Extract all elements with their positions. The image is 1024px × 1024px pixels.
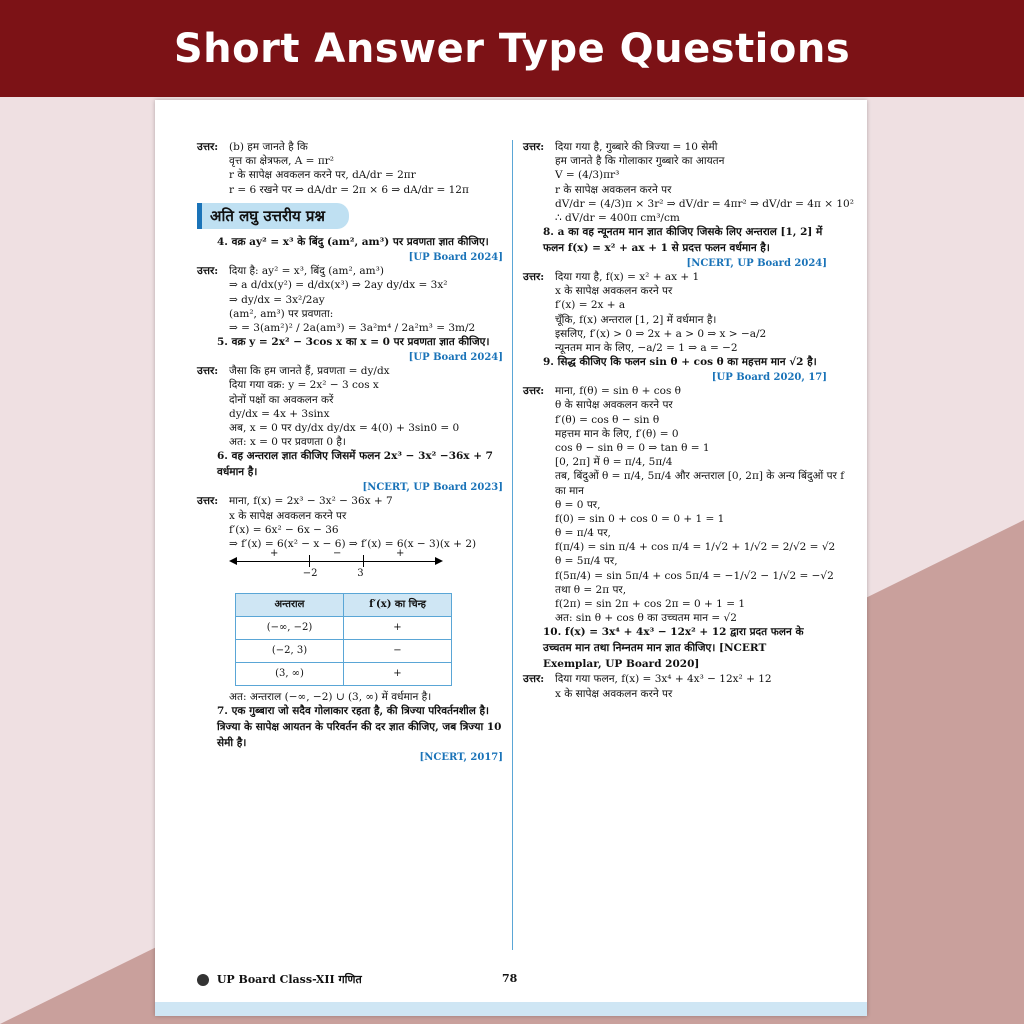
question-text: 4. वक्र ay² = x³ के बिंदु (am², am³) पर प्रवणता ज्ञात कीजिए। xyxy=(217,235,489,248)
table-cell: − xyxy=(344,640,452,663)
table-header-row xyxy=(236,594,452,617)
arrow-right-icon xyxy=(435,557,443,565)
question-source: [NCERT, 2017] xyxy=(419,752,503,764)
answer-text: दिया गया है, f(x) = x² + ax + 1 xyxy=(555,271,700,284)
number-line-tick xyxy=(309,555,310,567)
answer-line xyxy=(197,494,503,508)
answer-line xyxy=(197,364,503,378)
number-line-axis xyxy=(231,561,441,562)
question-text: 9. सिद्ध कीजिए कि फलन sin θ + cos θ का महत्तम मान √2 है। xyxy=(543,356,817,369)
solution-line: x के सापेक्ष अवकलन करने पर xyxy=(555,285,673,298)
solution-line: [0, 2π] में θ = π/4, 5π/4 xyxy=(555,456,673,469)
answer-text: दिया गया फलन, f(x) = 3x⁴ + 4x³ − 12x² + 12 xyxy=(555,673,772,686)
sign-number-line xyxy=(231,548,441,585)
solution-line: f′(θ) = cos θ − sin θ xyxy=(555,413,660,426)
solution-line: अत: sin θ + cos θ का उच्चतम मान = √2 xyxy=(555,612,737,625)
solution-line: तब, बिंदुओं θ = π/4, 5π/4 और अन्तराल [0, 2π] के अन्य बिंदुओं पर f xyxy=(555,470,845,483)
answer-label: उत्तर: xyxy=(197,265,219,278)
solution-line: dV/dr = (4/3)π × 3r² ⇒ dV/dr = 4πr² ⇒ dV/dr = 4π × 10² xyxy=(555,197,854,210)
solution-line: r के सापेक्ष अवकलन करने पर xyxy=(555,183,672,196)
answer-text: दिया है: ay² = x³, बिंदु (am², am³) xyxy=(229,265,384,278)
answer-label: उत्तर: xyxy=(197,495,219,508)
title-banner xyxy=(0,0,1024,97)
solution-line: का मान xyxy=(555,484,584,497)
number-line-tick-label: 3 xyxy=(357,568,364,580)
solution-line: ⇒ = 3(am²)² / 2a(am³) = 3a²m⁴ / 2a²m³ = 3m/2 xyxy=(229,321,476,334)
solution-line: θ = π/4 पर, xyxy=(555,527,611,540)
banner-title: Short Answer Type Questions xyxy=(173,25,851,72)
solution-line: न्यूनतम मान के लिए, −a/2 = 1 ⇒ a = −2 xyxy=(555,341,738,354)
solution-line: अत: x = 0 पर प्रवणता 0 है। xyxy=(229,436,346,449)
section-heading-wrap xyxy=(197,197,503,235)
solution-line: f(5π/4) = sin 5π/4 + cos 5π/4 = −1/√2 − 1/√2 = −√2 xyxy=(555,569,834,582)
solution-line: इसलिए, f′(x) > 0 ⇒ 2x + a > 0 ⇒ x > −a/2 xyxy=(555,327,767,340)
solution-line: ⇒ dy/dx = 3x²/2ay xyxy=(229,293,325,306)
solution-line: f(π/4) = sin π/4 + cos π/4 = 1/√2 + 1/√2 = 2/√2 = √2 xyxy=(555,541,836,554)
solution-line: चूँकि, f(x) अन्तराल [1, 2] में वर्धमान है। xyxy=(555,313,717,326)
answer-label: उत्तर: xyxy=(197,141,219,153)
table-cell: (−∞, −2) xyxy=(236,617,344,640)
solution-line: x के सापेक्ष अवकलन करने पर xyxy=(555,687,673,700)
solution-line: दोनों पक्षों का अवकलन करें xyxy=(229,393,334,406)
page-bottom-bar xyxy=(155,1002,867,1016)
solution-line: f(0) = sin 0 + cos 0 = 0 + 1 = 1 xyxy=(555,512,725,525)
solution-line: cos θ − sin θ = 0 ⇒ tan θ = 1 xyxy=(555,442,710,454)
left-column xyxy=(197,140,503,765)
table-row xyxy=(236,663,452,686)
solution-line: f′(x) = 2x + a xyxy=(555,299,626,312)
number-line-tick-label: −2 xyxy=(302,568,318,580)
right-column xyxy=(523,140,854,701)
table-header: अन्तराल xyxy=(236,594,344,617)
question-source: [UP Board 2024] xyxy=(408,251,503,263)
publisher-logo-icon xyxy=(197,974,209,986)
arrow-left-icon xyxy=(229,557,237,565)
number-line-tick xyxy=(363,555,364,567)
answer-text: दिया गया है, गुब्बारे की त्रिज्या = 10 सेमी xyxy=(555,141,718,153)
solution-line: दिया गया वक्र: y = 2x² − 3 cos x xyxy=(229,379,379,392)
solution-line: ⇒ f′(x) = 6(x² − x − 6) ⇒ f′(x) = 6(x − 3)(x + 2) xyxy=(229,537,477,550)
answer-line xyxy=(523,672,827,686)
table-cell: (−2, 3) xyxy=(236,640,344,663)
solution-line: r = 6 रखने पर ⇒ dA/dr = 2π × 6 ⇒ dA/dr = 12π xyxy=(229,183,469,196)
question-text: 5. वक्र y = 2x² − 3cos x का x = 0 पर प्रवणता ज्ञात कीजिए। xyxy=(217,336,490,349)
solution-line: V = (4/3)πr³ xyxy=(555,169,620,182)
solution-line: f′(x) = 6x² − 6x − 36 xyxy=(229,523,339,536)
answer-label: उत्तर: xyxy=(197,365,219,378)
answer-text: माना, f(θ) = sin θ + cos θ xyxy=(555,385,681,398)
solution-line: तथा θ = 2π पर, xyxy=(555,583,627,596)
answer-text: माना, f(x) = 2x³ − 3x² − 36x + 7 xyxy=(229,495,393,508)
answer-label: उत्तर: xyxy=(523,385,545,398)
question-text: 6. वह अन्तराल ज्ञात कीजिए जिसमें फलन 2x³ − 3x² −36x + 7 वर्धमान है। xyxy=(217,450,493,479)
solution-line: ∴ dV/dr = 400π cm³/cm xyxy=(555,211,680,224)
answer-text: (b) हम जानते है कि xyxy=(229,141,308,153)
table-cell: + xyxy=(344,617,452,640)
question-source: [UP Board 2020, 17] xyxy=(711,371,827,383)
table-row xyxy=(236,617,452,640)
question-source: [UP Board 2024] xyxy=(408,351,503,363)
number-line-sign: + xyxy=(396,548,405,560)
answer-line xyxy=(523,384,827,398)
answer-label: उत्तर: xyxy=(523,141,545,153)
answer-line xyxy=(523,140,827,154)
question-text: 8. a का वह न्यूनतम मान ज्ञात कीजिए जिसके लिए अन्तराल [1, 2] में फलन f(x) = x² + ax + 1 से प्रदत्त फलन वर्धमान है। xyxy=(543,226,823,254)
answer-line xyxy=(523,270,827,284)
answer-line xyxy=(197,264,503,278)
question-source: [NCERT, UP Board 2023] xyxy=(362,481,503,493)
table-cell: + xyxy=(344,663,452,686)
book-title: UP Board Class-XII गणित xyxy=(216,973,362,986)
solution-line: अब, x = 0 पर dy/dx dy/dx = 4(0) + 3sin0 = 0 xyxy=(229,421,460,434)
page-footer xyxy=(197,972,827,987)
solution-line: x के सापेक्ष अवकलन करने पर xyxy=(229,509,347,522)
page-number: 78 xyxy=(502,972,518,985)
solution-line: वृत्त का क्षेत्रफल, A = πr² xyxy=(229,155,334,168)
table-header: f′(x) का चिन्ह xyxy=(344,594,452,617)
solution-line: f(2π) = sin 2π + cos 2π = 0 + 1 = 1 xyxy=(555,597,746,610)
solution-line: θ = 0 पर, xyxy=(555,498,601,511)
textbook-page xyxy=(155,100,867,1016)
table-cell: (3, ∞) xyxy=(236,663,344,686)
solution-line: ⇒ a d/dx(y²) = d/dx(x³) ⇒ 2ay dy/dx = 3x² xyxy=(229,279,448,292)
solution-line: अत: अन्तराल (−∞, −2) ∪ (3, ∞) में वर्धमान है। xyxy=(229,691,432,704)
answer-label: उत्तर: xyxy=(523,673,545,686)
solution-line: dy/dx = 4x + 3sinx xyxy=(229,407,330,420)
section-heading: अति लघु उत्तरीय प्रश्न xyxy=(197,203,349,229)
solution-line: महत्तम मान के लिए, f′(θ) = 0 xyxy=(555,427,679,440)
column-divider xyxy=(512,140,513,950)
solution-line: हम जानते है कि गोलाकार गुब्बारे का आयतन xyxy=(555,155,725,168)
answer-text: जैसा कि हम जानते हैं, प्रवणता = dy/dx xyxy=(229,365,390,378)
solution-line: θ के सापेक्ष अवकलन करने पर xyxy=(555,399,673,412)
question-text: 10. f(x) = 3x⁴ + 4x³ − 12x² + 12 द्वारा प्रदत फलन के उच्चतम मान तथा निम्नतम मान ज्ञात कीजिए। [NCERT Exemplar, UP Board 2020] xyxy=(543,626,804,670)
solution-line: r के सापेक्ष अवकलन करने पर, dA/dr = 2πr xyxy=(229,169,416,182)
number-line-sign: + xyxy=(270,548,279,560)
answer-label: उत्तर: xyxy=(523,271,545,284)
solution-line: (am², am³) पर प्रवणता: xyxy=(229,307,334,320)
number-line-sign: − xyxy=(333,548,342,560)
answer-line xyxy=(197,140,503,154)
table-row xyxy=(236,640,452,663)
solution-line: θ = 5π/4 पर, xyxy=(555,555,618,568)
sign-table xyxy=(235,593,452,686)
question-text: 7. एक गुब्बारा जो सदैव गोलाकार रहता है, की त्रिज्या परिवर्तनशील है। त्रिज्या के सापेक्ष आयतन के परिवर्तन की दर ज्ञात कीजिए, जब त्रिज्या 10 सेमी है। xyxy=(217,705,502,749)
question-source: [NCERT, UP Board 2024] xyxy=(686,257,827,269)
